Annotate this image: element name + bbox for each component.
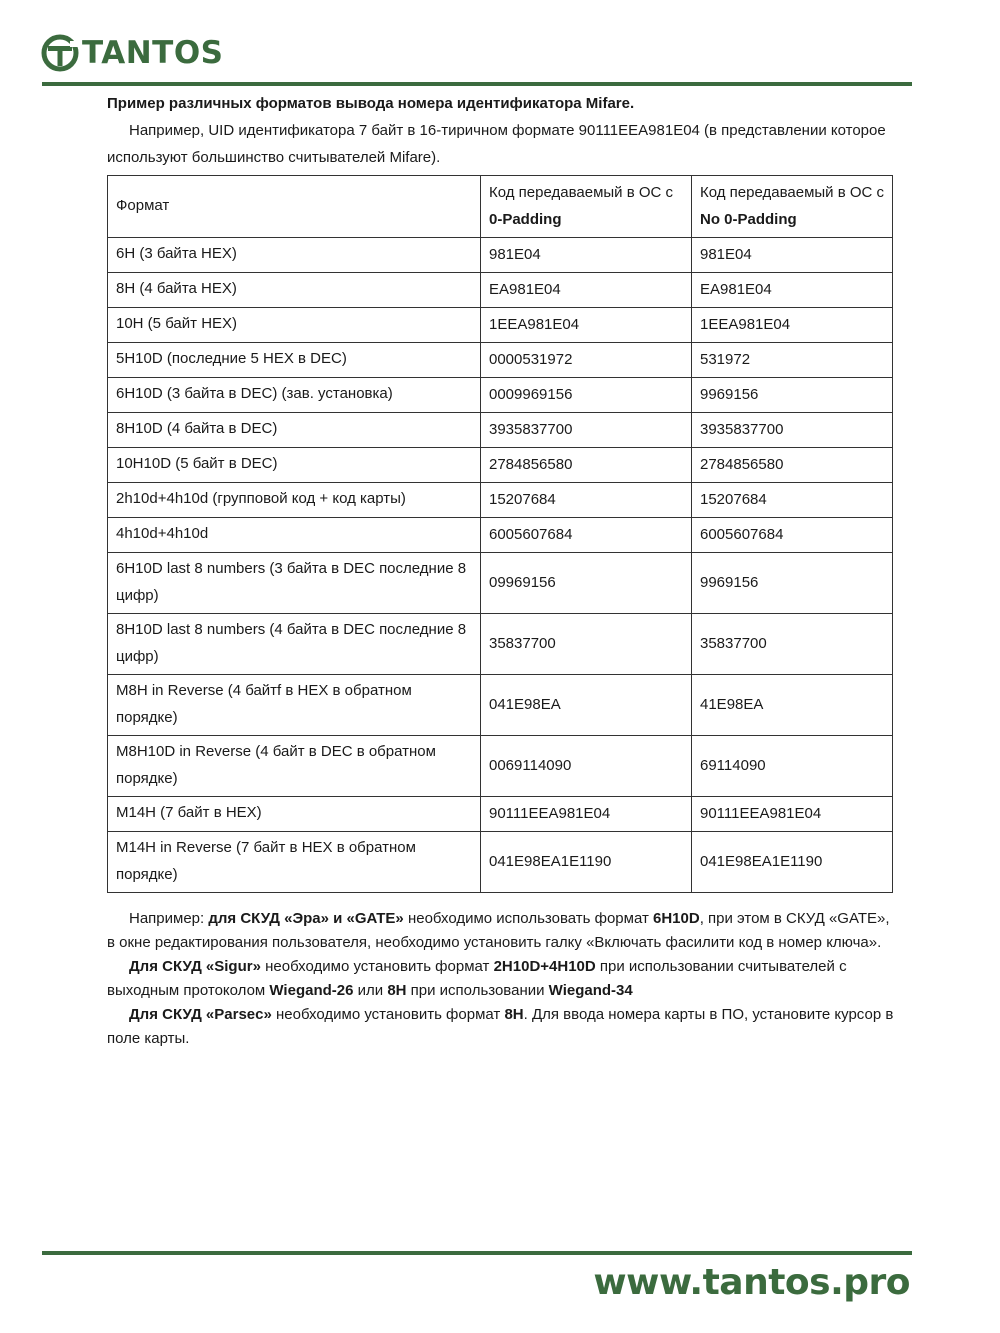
header-format — [108, 176, 481, 238]
table-row — [108, 614, 893, 675]
note-text: или — [353, 982, 388, 999]
table-row — [108, 483, 893, 518]
cell-format: 8H (4 байта HEX) — [108, 273, 481, 308]
cell-format: 8H10D last 8 numbers (4 байта в DEC последние 8 цифр) — [108, 614, 481, 675]
note-text: Например: — [129, 910, 209, 927]
note-bold: Wiegand-26 — [269, 982, 354, 999]
note-text: необходимо использовать формат — [403, 910, 653, 927]
note-parsec — [107, 1003, 897, 1051]
note-text: , при этом в СКУД «GATE», в окне редактирования пользователя, необходимо установить галку «Включать фасилити код в номер ключа». — [107, 910, 890, 951]
brand-logo-text: TANTOS — [82, 35, 224, 71]
notes-section — [107, 907, 897, 1051]
note-bold: Для СКУД «Parsec» — [129, 1006, 272, 1023]
cell-no-zero-padding: 69114090 — [692, 736, 893, 797]
header-no-zero-padding-bold: No 0-Padding — [700, 211, 797, 228]
cell-no-zero-padding: 41E98EA — [692, 675, 893, 736]
cell-zero-padding: EA981E04 — [481, 273, 692, 308]
note-text: необходимо установить формат — [260, 958, 494, 975]
header-no-zero-padding-text: Код передаваемый в ОС с — [700, 184, 885, 201]
cell-no-zero-padding: 9969156 — [692, 553, 893, 614]
cell-format: 8H10D (4 байта в DEC) — [108, 413, 481, 448]
cell-zero-padding: 1EEA981E04 — [481, 308, 692, 343]
cell-no-zero-padding: 981E04 — [692, 238, 893, 273]
header-format-label: Формат — [116, 197, 170, 214]
cell-zero-padding: 15207684 — [481, 483, 692, 518]
cell-format: 10H10D (5 байт в DEC) — [108, 448, 481, 483]
table-row — [108, 832, 893, 893]
cell-zero-padding: 0009969156 — [481, 378, 692, 413]
cell-format: 10H (5 байт HEX) — [108, 308, 481, 343]
cell-zero-padding: 09969156 — [481, 553, 692, 614]
note-text: при использовании считывателей с выходным протоколом — [107, 958, 847, 999]
cell-format: M14H in Reverse (7 байт в HEX в обратном порядке) — [108, 832, 481, 893]
header — [40, 28, 224, 78]
cell-format: M14H (7 байт в HEX) — [108, 797, 481, 832]
tantos-logo-icon — [40, 33, 80, 73]
note-bold: 2H10D+4H10D — [493, 958, 596, 975]
note-text: необходимо установить формат — [271, 1006, 505, 1023]
cell-format: 5H10D (последние 5 HEX в DEC) — [108, 343, 481, 378]
note-bold: для СКУД «Эра» и «GATE» — [208, 910, 404, 927]
table-row — [108, 675, 893, 736]
table-row — [108, 448, 893, 483]
note-era-gate — [107, 907, 897, 955]
cell-no-zero-padding: 6005607684 — [692, 518, 893, 553]
table-row — [108, 273, 893, 308]
cell-format: 6H10D last 8 numbers (3 байта в DEC последние 8 цифр) — [108, 553, 481, 614]
table-row — [108, 308, 893, 343]
footer-divider — [42, 1251, 912, 1255]
document-body — [107, 90, 897, 1051]
header-divider — [42, 82, 912, 86]
cell-zero-padding: 041E98EA — [481, 675, 692, 736]
note-text: . Для ввода номера карты в ПО, установите курсор в поле карты. — [107, 1006, 894, 1047]
note-text: при использовании — [406, 982, 549, 999]
table-row — [108, 736, 893, 797]
table-row — [108, 797, 893, 832]
cell-format: M8H in Reverse (4 байтf в HEX в обратном порядке) — [108, 675, 481, 736]
cell-zero-padding: 6005607684 — [481, 518, 692, 553]
cell-no-zero-padding: 90111EEA981E04 — [692, 797, 893, 832]
table-row — [108, 378, 893, 413]
table-header-row — [108, 176, 893, 238]
note-bold: 8H — [387, 982, 407, 999]
cell-no-zero-padding: 1EEA981E04 — [692, 308, 893, 343]
cell-format: 4h10d+4h10d — [108, 518, 481, 553]
header-zero-padding-bold: 0-Padding — [489, 211, 562, 228]
cell-no-zero-padding: 2784856580 — [692, 448, 893, 483]
cell-zero-padding: 3935837700 — [481, 413, 692, 448]
note-bold: Для СКУД «Sigur» — [129, 958, 261, 975]
table-row — [108, 413, 893, 448]
cell-no-zero-padding: EA981E04 — [692, 273, 893, 308]
cell-no-zero-padding: 35837700 — [692, 614, 893, 675]
cell-zero-padding: 0000531972 — [481, 343, 692, 378]
cell-zero-padding: 90111EEA981E04 — [481, 797, 692, 832]
note-bold: 8H — [504, 1006, 524, 1023]
table-row — [108, 343, 893, 378]
cell-zero-padding: 041E98EA1E1190 — [481, 832, 692, 893]
cell-format: 2h10d+4h10d (групповой код + код карты) — [108, 483, 481, 518]
table-row — [108, 553, 893, 614]
header-zero-padding-text: Код передаваемый в ОС с — [489, 184, 674, 201]
formats-table — [107, 175, 893, 893]
cell-no-zero-padding: 3935837700 — [692, 413, 893, 448]
table-row — [108, 238, 893, 273]
note-bold: Wiegand-34 — [548, 982, 633, 999]
footer-website-url: www.tantos.pro — [593, 1262, 910, 1303]
header-zero-padding — [481, 176, 692, 238]
cell-zero-padding: 981E04 — [481, 238, 692, 273]
note-bold: 6H10D — [653, 910, 700, 927]
cell-zero-padding: 2784856580 — [481, 448, 692, 483]
cell-format: 6H (3 байта HEX) — [108, 238, 481, 273]
cell-no-zero-padding: 15207684 — [692, 483, 893, 518]
table-row — [108, 518, 893, 553]
cell-no-zero-padding: 9969156 — [692, 378, 893, 413]
cell-format: 6H10D (3 байта в DEC) (зав. установка) — [108, 378, 481, 413]
section-heading: Пример различных форматов вывода номера идентификатора Mifare. — [107, 95, 635, 112]
cell-format: M8H10D in Reverse (4 байт в DEC в обратном порядке) — [108, 736, 481, 797]
cell-no-zero-padding: 531972 — [692, 343, 893, 378]
header-no-zero-padding — [692, 176, 893, 238]
note-sigur — [107, 955, 897, 1003]
cell-no-zero-padding: 041E98EA1E1190 — [692, 832, 893, 893]
cell-zero-padding: 0069114090 — [481, 736, 692, 797]
intro-paragraph: Например, UID идентификатора 7 байт в 16-тиричном формате 90111EEA981E04 (в представлении которое используют большинство считывателей Mifare). — [107, 122, 886, 166]
cell-zero-padding: 35837700 — [481, 614, 692, 675]
